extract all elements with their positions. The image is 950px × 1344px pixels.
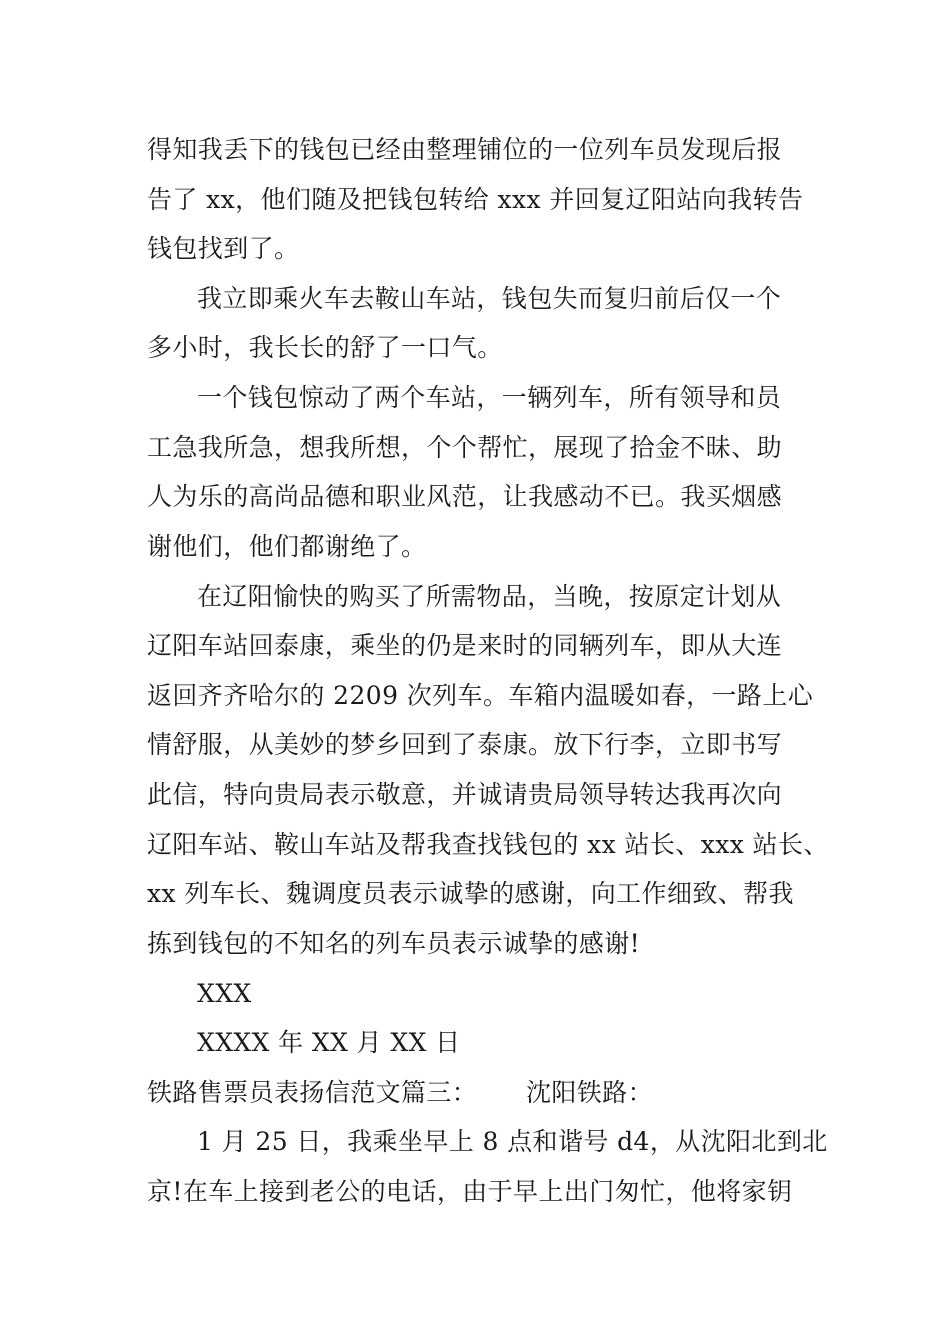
text-line: 此信，特向贵局表示敬意，并诚请贵局领导转达我再次向 (147, 780, 783, 809)
section-heading: 铁路售票员表扬信范文篇三： (147, 1078, 478, 1107)
text-line: 得知我丢下的钱包已经由整理铺位的一位列车员发现后报 (147, 135, 783, 164)
paragraph-first-line: 1 月 25 日，我乘坐早上 8 点和谐号 d4，从沈阳北到北 (197, 1127, 828, 1156)
text-line: 京!在车上接到老公的电话，由于早上出门匆忙，他将家钥 (147, 1177, 793, 1206)
text-line: 谢他们，他们都谢绝了。 (147, 532, 427, 561)
text-line: xx 列车长、魏调度员表示诚挚的感谢，向工作细致、帮我 (147, 879, 794, 908)
text-line: 辽阳车站、鞍山车站及帮我查找钱包的 xx 站长、xxx 站长、 (147, 830, 829, 859)
text-line: 钱包找到了。 (147, 234, 300, 263)
salutation: 沈阳铁路： (526, 1078, 654, 1107)
signature-date: XXXX 年 XX 月 XX 日 (197, 1028, 461, 1057)
text-line: 多小时，我长长的舒了一口气。 (147, 333, 503, 362)
text-line: 情舒服，从美妙的梦乡回到了泰康。放下行李，立即书写 (147, 730, 783, 759)
paragraph-first-line: 在辽阳愉快的购买了所需物品，当晚，按原定计划从 (197, 582, 782, 611)
signature-name: XXX (197, 979, 252, 1008)
text-line: 辽阳车站回泰康，乘坐的仍是来时的同辆列车，即从大连 (147, 631, 783, 660)
paragraph-first-line: 我立即乘火车去鞍山车站，钱包失而复归前后仅一个 (197, 284, 782, 313)
paragraph-first-line: 一个钱包惊动了两个车站，一辆列车，所有领导和员 (197, 383, 782, 412)
text-line: 拣到钱包的不知名的列车员表示诚挚的感谢! (147, 929, 641, 958)
text-line: 告了 xx，他们随及把钱包转给 xxx 并回复辽阳站向我转告 (147, 185, 804, 214)
text-line: 人为乐的高尚品德和职业风范，让我感动不已。我买烟感 (147, 482, 783, 511)
text-line: 返回齐齐哈尔的 2209 次列车。车箱内温暖如春，一路上心 (147, 681, 814, 710)
text-line: 工急我所急，想我所想，个个帮忙，展现了拾金不昧、助 (147, 433, 783, 462)
